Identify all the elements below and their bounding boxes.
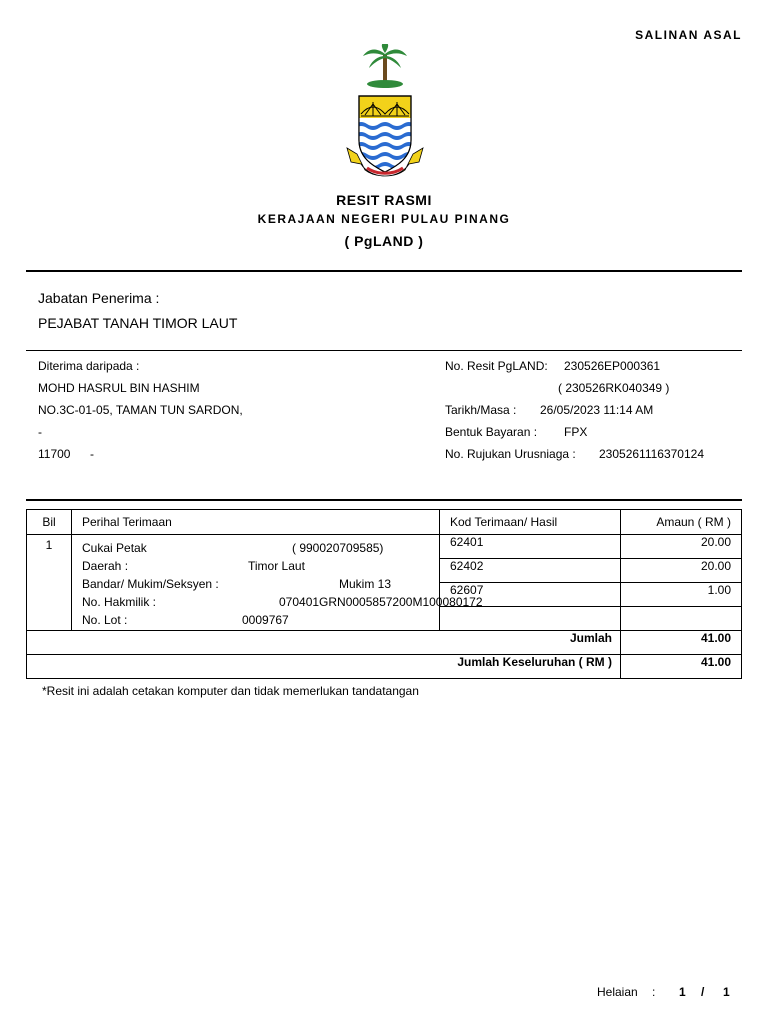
subtotal-row — [27, 631, 742, 655]
mukim-line — [82, 575, 429, 593]
page-separator: / — [701, 985, 705, 999]
total-row — [27, 655, 742, 679]
datetime-value: 26/05/2023 11:14 AM — [540, 403, 654, 417]
system-name: ( PgLAND ) — [344, 233, 424, 249]
col-header-code: Kod Terimaan/ Hasil — [440, 510, 621, 535]
transaction-ref-value: 2305261116370124 — [599, 447, 704, 461]
daerah-line — [82, 557, 429, 575]
page-indicator — [597, 985, 742, 999]
computer-generated-note: *Resit ini adalah cetakan komputer dan tidak memerlukan tandatangan — [42, 684, 419, 698]
item-id: ( 990020709585) — [292, 541, 384, 555]
receipt-no-label: No. Resit PgLAND: — [445, 359, 548, 373]
government-name: KERAJAAN NEGERI PULAU PINANG — [257, 212, 511, 226]
col-header-amount: Amaun ( RM ) — [621, 510, 742, 535]
amount-cell-empty — [621, 607, 742, 631]
amount-cell: 20.00 — [621, 559, 742, 583]
item-line — [82, 539, 429, 557]
payment-method-value: FPX — [564, 425, 588, 439]
daerah-value: Timor Laut — [248, 559, 305, 573]
payer-name: MOHD HASRUL BIN HASHIM — [38, 381, 200, 395]
payment-method-label: Bentuk Bayaran : — [445, 425, 538, 439]
table-header-row — [27, 510, 742, 535]
col-header-bil: Bil — [27, 510, 72, 535]
lot-label: No. Lot : — [82, 613, 128, 627]
payer-address-1: NO.3C-01-05, TAMAN TUN SARDON, — [38, 403, 243, 417]
daerah-label: Daerah : — [82, 559, 129, 573]
receipt-title: RESIT RASMI — [336, 192, 432, 208]
lot-value: 0009767 — [242, 613, 289, 627]
hakmilik-label: No. Hakmilik : — [82, 595, 157, 609]
divider — [26, 499, 742, 501]
page-label: Helaian — [597, 985, 638, 999]
page-total: 1 — [723, 985, 730, 999]
palm-tree-icon — [363, 44, 407, 88]
amount-cell: 1.00 — [621, 583, 742, 607]
code-cell: 62607 — [440, 583, 621, 607]
transaction-ref-label: No. Rujukan Urusniaga : — [445, 447, 576, 461]
col-header-description: Perihal Terimaan — [72, 510, 440, 535]
divider — [26, 350, 742, 351]
mukim-label: Bandar/ Mukim/Seksyen : — [82, 577, 219, 591]
total-value: 41.00 — [621, 655, 742, 679]
state-crest-icon — [345, 44, 425, 190]
payer-postcode: 11700 — [38, 447, 71, 461]
divider — [26, 270, 742, 272]
subtotal-label: Jumlah — [27, 631, 621, 655]
receipt-no-value: 230526EP000361 — [564, 359, 661, 373]
hakmilik-line — [82, 593, 483, 611]
subtotal-value: 41.00 — [621, 631, 742, 655]
payer-city: - — [90, 447, 94, 461]
row-number: 1 — [27, 535, 72, 631]
receipt-items-table — [26, 509, 742, 679]
page-current: 1 — [679, 985, 686, 999]
total-label: Jumlah Keseluruhan ( RM ) — [27, 655, 621, 679]
page-colon: : — [652, 985, 656, 999]
code-cell: 62401 — [440, 535, 621, 559]
payer-address-2: - — [38, 425, 42, 439]
payer-label: Diterima daripada : — [38, 359, 140, 373]
mukim-value: Mukim 13 — [339, 577, 392, 591]
amount-cell: 20.00 — [621, 535, 742, 559]
hakmilik-value: 070401GRN0005857200M100080172 — [279, 595, 483, 609]
copy-label: SALINAN ASAL — [635, 28, 742, 42]
datetime-label: Tarikh/Masa : — [445, 403, 517, 417]
item-label: Cukai Petak — [82, 541, 147, 555]
lot-line — [82, 611, 429, 629]
department-name: PEJABAT TANAH TIMOR LAUT — [38, 315, 238, 331]
department-label: Jabatan Penerima : — [38, 290, 160, 306]
code-cell: 62402 — [440, 559, 621, 583]
table-row — [27, 535, 742, 559]
receipt-no-alt: ( 230526RK040349 ) — [558, 381, 670, 395]
